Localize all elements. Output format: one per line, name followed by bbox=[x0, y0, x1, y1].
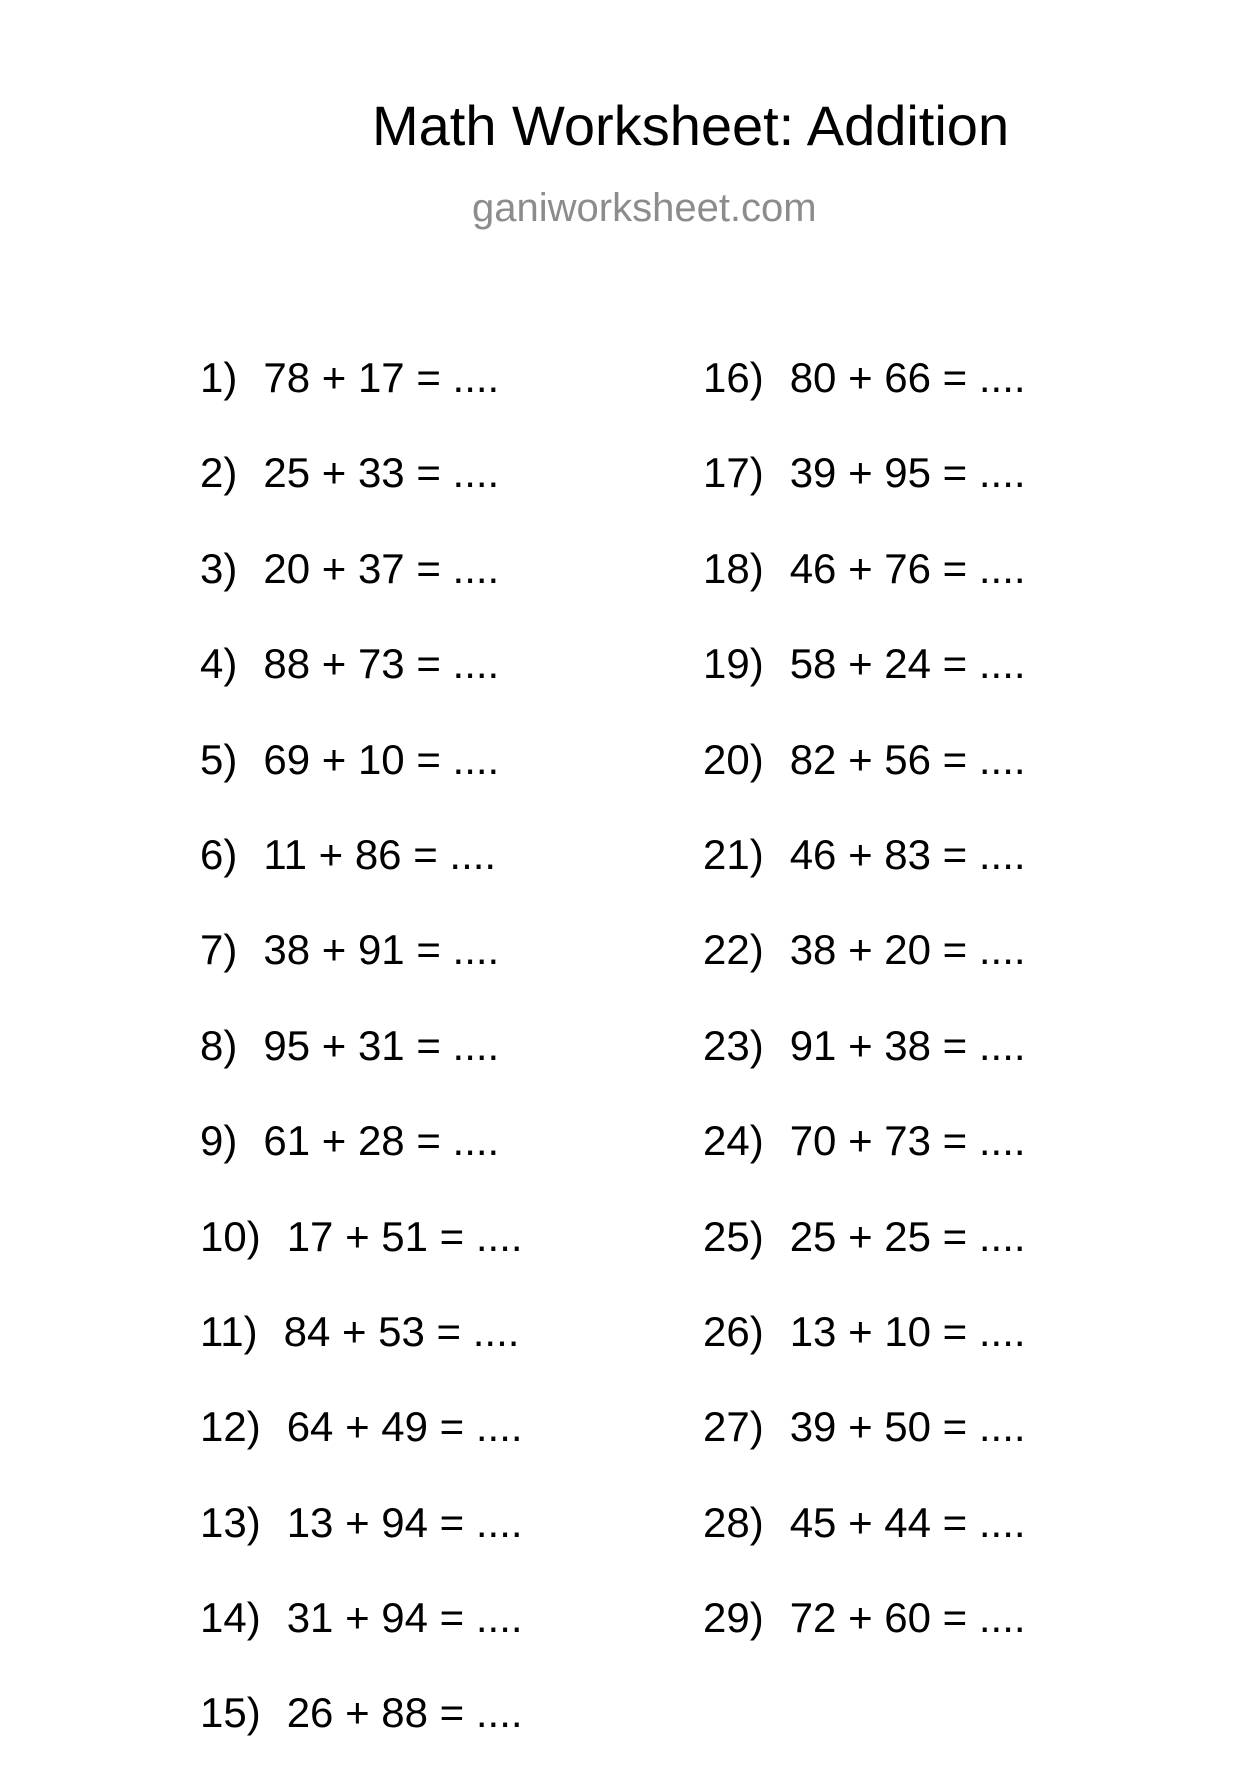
problem-number: 12) bbox=[200, 1403, 261, 1451]
problem-number: 24) bbox=[703, 1117, 764, 1165]
problem-number: 18) bbox=[703, 544, 764, 592]
problem-number: 26) bbox=[703, 1307, 764, 1355]
problem-number: 9) bbox=[200, 1117, 238, 1165]
problem-item bbox=[200, 736, 523, 831]
problem-number: 11) bbox=[200, 1307, 258, 1355]
problem-number: 15) bbox=[200, 1689, 261, 1737]
problem-expression: 13 + 94 = .... bbox=[286, 1498, 523, 1546]
problem-item bbox=[703, 1117, 1026, 1212]
problem-expression: 72 + 60 = .... bbox=[789, 1594, 1026, 1642]
problem-item bbox=[200, 1117, 523, 1212]
problem-number: 6) bbox=[200, 830, 238, 878]
problem-number: 28) bbox=[703, 1498, 764, 1546]
problem-expression: 25 + 33 = .... bbox=[263, 449, 500, 497]
worksheet-source-url: ganiworksheet.com bbox=[472, 186, 817, 230]
problem-number: 23) bbox=[703, 1021, 764, 1069]
problem-item bbox=[200, 1308, 523, 1403]
problem-item bbox=[200, 1594, 523, 1689]
worksheet-title: Math Worksheet: Addition bbox=[372, 94, 1010, 157]
problem-expression: 91 + 38 = .... bbox=[789, 1021, 1026, 1069]
problem-expression: 11 + 86 = .... bbox=[263, 830, 497, 878]
problem-expression: 46 + 83 = .... bbox=[789, 830, 1026, 878]
problem-item bbox=[200, 1499, 523, 1594]
problem-number: 17) bbox=[703, 449, 764, 497]
problem-item bbox=[703, 1022, 1026, 1117]
problem-expression: 13 + 10 = .... bbox=[789, 1307, 1026, 1355]
problem-item bbox=[200, 1213, 523, 1308]
problem-expression: 31 + 94 = .... bbox=[286, 1594, 523, 1642]
problem-number: 10) bbox=[200, 1212, 261, 1260]
problem-expression: 82 + 56 = .... bbox=[789, 735, 1026, 783]
problem-number: 16) bbox=[703, 354, 764, 401]
problem-number: 20) bbox=[703, 735, 764, 783]
problem-item bbox=[703, 1594, 1026, 1689]
problem-item bbox=[703, 1308, 1026, 1403]
problem-number: 29) bbox=[703, 1594, 764, 1642]
problem-expression: 78 + 17 = .... bbox=[263, 354, 500, 401]
problem-expression: 58 + 24 = .... bbox=[789, 640, 1026, 688]
problem-item bbox=[200, 1022, 523, 1117]
problem-expression: 38 + 20 = .... bbox=[789, 926, 1026, 974]
problem-expression: 64 + 49 = .... bbox=[286, 1403, 523, 1451]
problem-number: 27) bbox=[703, 1403, 764, 1451]
problem-column-left bbox=[200, 354, 523, 1785]
problem-number: 5) bbox=[200, 735, 238, 783]
problem-item bbox=[703, 926, 1026, 1021]
problem-expression: 39 + 95 = .... bbox=[789, 449, 1026, 497]
problem-expression: 95 + 31 = .... bbox=[263, 1021, 500, 1069]
problem-expression: 84 + 53 = .... bbox=[283, 1307, 520, 1355]
problem-expression: 46 + 76 = .... bbox=[789, 544, 1026, 592]
problem-item bbox=[703, 545, 1026, 640]
problem-item bbox=[703, 736, 1026, 831]
problem-item bbox=[703, 640, 1026, 735]
problem-item bbox=[200, 354, 523, 449]
problem-number: 19) bbox=[703, 640, 764, 688]
problem-expression: 70 + 73 = .... bbox=[789, 1117, 1026, 1165]
problem-item bbox=[703, 1499, 1026, 1594]
problem-number: 21) bbox=[703, 830, 764, 878]
problem-item bbox=[200, 545, 523, 640]
problem-expression: 38 + 91 = .... bbox=[263, 926, 500, 974]
problem-expression: 26 + 88 = .... bbox=[286, 1689, 523, 1737]
problem-item bbox=[200, 831, 523, 926]
problem-number: 3) bbox=[200, 544, 238, 592]
problem-item bbox=[200, 1403, 523, 1498]
problem-item bbox=[200, 640, 523, 735]
problem-item bbox=[703, 354, 1026, 449]
problem-number: 4) bbox=[200, 640, 238, 688]
problem-number: 14) bbox=[200, 1594, 261, 1642]
problem-number: 8) bbox=[200, 1021, 238, 1069]
problem-item bbox=[200, 449, 523, 544]
problem-item bbox=[200, 1689, 523, 1784]
problem-item bbox=[703, 449, 1026, 544]
problem-item bbox=[200, 926, 523, 1021]
problem-column-right bbox=[703, 354, 1026, 1689]
problem-expression: 61 + 28 = .... bbox=[263, 1117, 500, 1165]
problem-expression: 80 + 66 = .... bbox=[789, 354, 1026, 401]
problem-number: 7) bbox=[200, 926, 238, 974]
problem-expression: 45 + 44 = .... bbox=[789, 1498, 1026, 1546]
problem-number: 22) bbox=[703, 926, 764, 974]
problem-expression: 17 + 51 = .... bbox=[286, 1212, 523, 1260]
problem-item bbox=[703, 831, 1026, 926]
problem-number: 13) bbox=[200, 1498, 261, 1546]
problem-expression: 39 + 50 = .... bbox=[789, 1403, 1026, 1451]
problem-expression: 20 + 37 = .... bbox=[263, 544, 500, 592]
problem-number: 25) bbox=[703, 1212, 764, 1260]
problem-number: 2) bbox=[200, 449, 238, 497]
problem-expression: 88 + 73 = .... bbox=[263, 640, 500, 688]
problem-expression: 69 + 10 = .... bbox=[263, 735, 500, 783]
problem-number: 1) bbox=[200, 354, 238, 401]
problem-item bbox=[703, 1213, 1026, 1308]
problem-item bbox=[703, 1403, 1026, 1498]
problem-expression: 25 + 25 = .... bbox=[789, 1212, 1026, 1260]
